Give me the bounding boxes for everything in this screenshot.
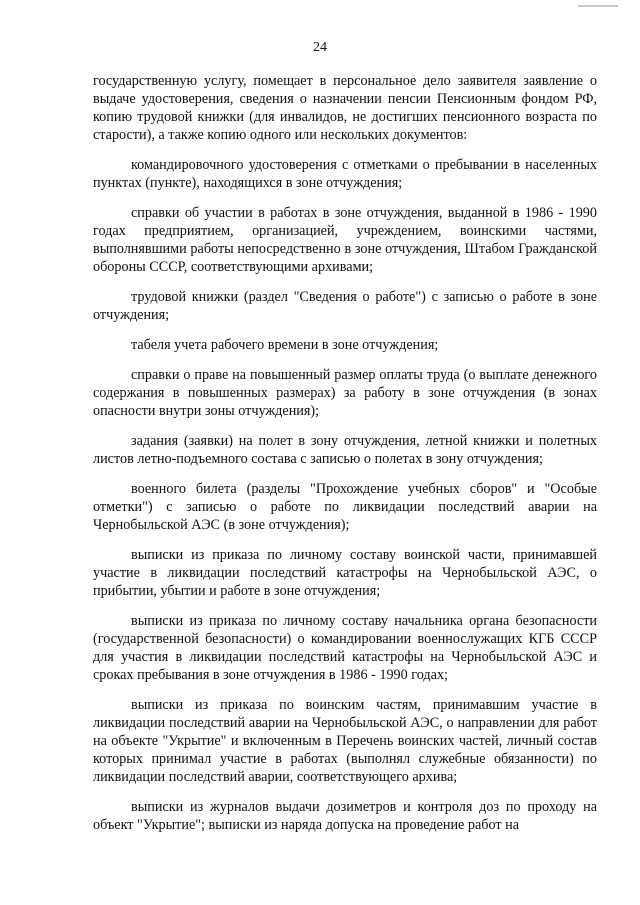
scan-edge-mark <box>578 5 618 7</box>
list-item-shelter-order: выписки из приказа по воинским частям, принимавшим участие в ликвидации последствий аварии на Чернобыльской АЭС, о направлении для работ на объекте "Укрытие" и включенным в Перечень воинских частей, личный состав которых принимал участие в работах (выполнял служебные обязанности) по ликвидации последствий аварии, соответствующего архива; <box>93 697 597 785</box>
page-number: 24 <box>313 40 327 55</box>
list-item-participation-certificate: справки об участии в работах в зоне отчуждения, выданной в 1986 - 1990 годах предприятием, организацией, учреждением, воинскими частями, выполнявшими работы непосредственно в зоне отчуждения, Штабом Гражданской обороны СССР, соответствующими архивами; <box>93 205 597 275</box>
paragraph-intro: государственную услугу, помещает в персональное дело заявителя заявление о выдаче удостоверения, сведения о назначении пенсии Пенсионным фондом РФ, копию трудовой книжки (для инвалидов, не достигших пенсионного возраста по старости), а также копию одного или нескольких документов: <box>93 73 597 143</box>
document-body <box>93 72 597 846</box>
list-item-dosimeter-log: выписки из журналов выдачи дозиметров и контроля доз по проходу на объект "Укрытие"; выписки из наряда допуска на проведение работ на <box>93 799 597 833</box>
list-item-timesheet: табеля учета рабочего времени в зоне отчуждения; <box>131 337 439 353</box>
list-item-work-record-book: трудовой книжки (раздел "Сведения о работе") с записью о работе в зоне отчуждения; <box>93 289 597 323</box>
list-item-pay-certificate: справки о праве на повышенный размер оплаты труда (о выплате денежного содержания в повышенных размерах) за работу в зоне отчуждения (в зонах опасности внутри зоны отчуждения); <box>93 367 597 419</box>
list-item-flight-records: задания (заявки) на полет в зону отчуждения, летной книжки и полетных листов летно-подъемного состава с записью о полетах в зону отчуждения; <box>93 433 597 467</box>
list-item-military-unit-order: выписки из приказа по личному составу воинской части, принимавшей участие в ликвидации последствий катастрофы на Чернобыльской АЭС, о прибытии, убытии и работе в зоне отчуждения; <box>93 547 597 599</box>
list-item-travel-certificate: командировочного удостоверения с отметками о пребывании в населенных пунктах (пункте), находящихся в зоне отчуждения; <box>93 157 597 191</box>
list-item-security-agency-order: выписки из приказа по личному составу начальника органа безопасности (государственной безопасности) о командировании военнослужащих КГБ СССР для участия в ликвидации последствий катастрофы на Чернобыльской АЭС и сроках пребывания в зоне отчуждения в 1986 - 1990 годах; <box>93 613 597 683</box>
list-item-military-id: военного билета (разделы "Прохождение учебных сборов" и "Особые отметки") с записью о работе по ликвидации последствий аварии на Чернобыльской АЭС (в зоне отчуждения); <box>93 481 597 533</box>
